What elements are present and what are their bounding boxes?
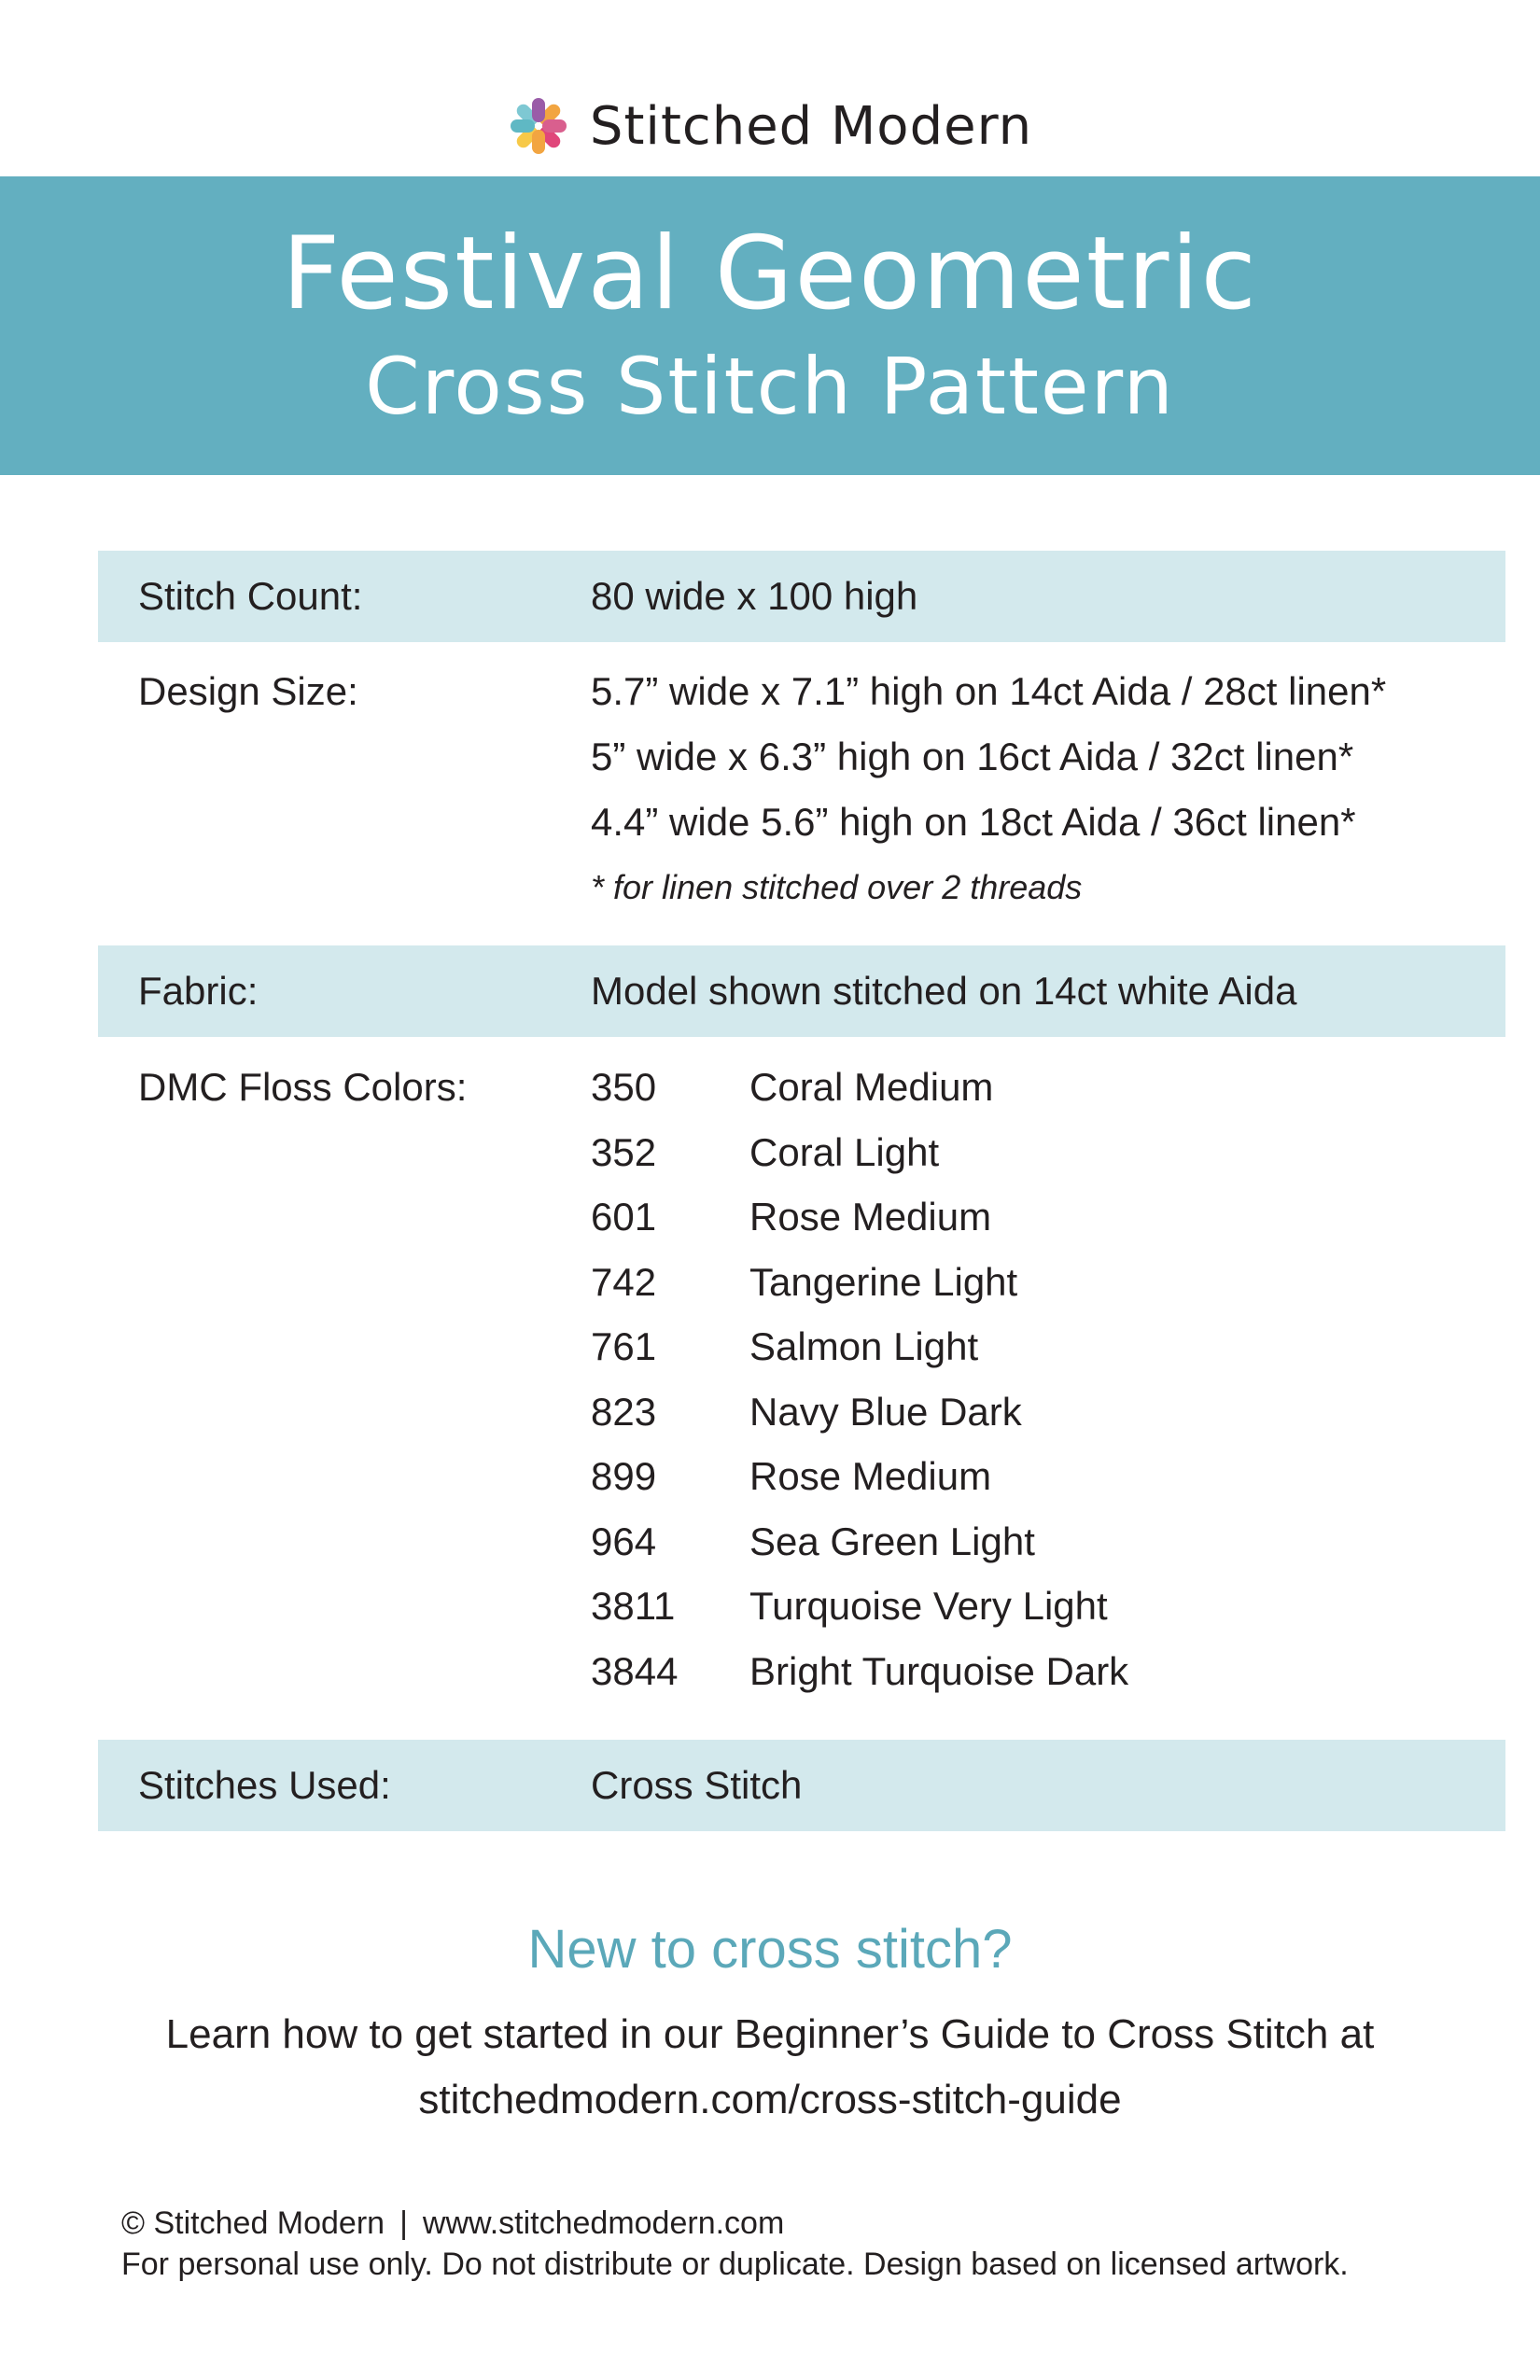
floss-number: 350 xyxy=(591,1065,657,1109)
floss-name: Bright Turquoise Dark xyxy=(749,1648,1129,1693)
stitch-count-value: 80 wide x 100 high xyxy=(591,574,918,618)
floss-color-list xyxy=(591,1055,1128,1703)
floss-name: Rose Medium xyxy=(749,1454,992,1498)
fabric-label: Fabric: xyxy=(138,969,259,1013)
floss-number: 601 xyxy=(591,1195,657,1239)
guide-link[interactable]: stitchedmodern.com/cross-stitch-guide xyxy=(418,2077,1122,2122)
newcomer-line: Learn how to get started in our Beginner’s Guide to Cross Stitch at xyxy=(165,2011,1375,2057)
floss-colors-label: DMC Floss Colors: xyxy=(138,1065,468,1109)
floss-colors-row xyxy=(98,1055,1505,1708)
floss-color-item xyxy=(591,1314,1128,1379)
fabric-value: Model shown stitched on 14ct white Aida xyxy=(591,969,1297,1013)
pattern-subtitle: Cross Stitch Pattern xyxy=(365,341,1175,432)
design-size-line: 5.7” wide x 7.1” high on 14ct Aida / 28ct linen* xyxy=(591,669,1387,713)
floss-number: 823 xyxy=(591,1389,657,1434)
copyright-text: © Stitched Modern xyxy=(121,2205,385,2241)
floss-number: 742 xyxy=(591,1259,657,1304)
design-size-values xyxy=(591,659,1386,920)
fabric-row xyxy=(98,945,1505,1037)
floss-name: Tangerine Light xyxy=(749,1259,1018,1304)
newcomer-text xyxy=(0,2002,1540,2133)
floss-color-item xyxy=(591,1055,1128,1120)
design-size-line: 5” wide x 6.3” high on 16ct Aida / 32ct linen* xyxy=(591,735,1354,778)
design-size-row xyxy=(98,659,1505,920)
floss-name: Turquoise Very Light xyxy=(749,1584,1108,1628)
floss-color-item xyxy=(591,1444,1128,1509)
floss-color-item xyxy=(591,1379,1128,1445)
floss-number: 964 xyxy=(591,1519,657,1563)
floss-number: 761 xyxy=(591,1324,657,1368)
usage-notice: For personal use only. Do not distribute or duplicate. Design based on licensed artwork. xyxy=(121,2247,1349,2282)
design-size-line: 4.4” wide 5.6” high on 18ct Aida / 36ct linen* xyxy=(591,800,1356,844)
floss-name: Rose Medium xyxy=(749,1195,992,1239)
floss-number: 352 xyxy=(591,1129,657,1174)
stitch-count-row xyxy=(98,551,1505,642)
floss-name: Coral Light xyxy=(749,1129,940,1174)
floss-number: 3811 xyxy=(591,1584,676,1628)
footer xyxy=(121,2203,1349,2285)
stitches-used-label: Stitches Used: xyxy=(138,1763,391,1807)
title-banner xyxy=(0,176,1540,475)
design-size-label: Design Size: xyxy=(138,669,358,713)
floss-color-item xyxy=(591,1250,1128,1315)
linen-note: * for linen stitched over 2 threads xyxy=(591,868,1083,906)
website-link[interactable]: www.stitchedmodern.com xyxy=(422,2205,785,2241)
floss-name: Salmon Light xyxy=(749,1324,979,1368)
floss-number: 3844 xyxy=(591,1648,679,1693)
footer-separator: | xyxy=(399,2205,408,2241)
floss-name: Sea Green Light xyxy=(749,1519,1035,1563)
flower-cross-logo-icon xyxy=(508,95,569,157)
footer-line xyxy=(121,2203,1349,2244)
stitches-used-row xyxy=(98,1740,1505,1831)
stitches-used-value: Cross Stitch xyxy=(591,1763,803,1807)
floss-color-item xyxy=(591,1639,1128,1704)
brand-header xyxy=(0,89,1540,163)
floss-color-item xyxy=(591,1574,1128,1639)
brand-name: Stitched Modern xyxy=(589,95,1033,157)
stitch-count-label: Stitch Count: xyxy=(138,574,363,618)
floss-name: Coral Medium xyxy=(749,1065,994,1109)
floss-color-item xyxy=(591,1120,1128,1185)
newcomer-heading: New to cross stitch? xyxy=(527,1919,1013,1980)
floss-color-item xyxy=(591,1509,1128,1575)
pattern-title: Festival Geometric xyxy=(282,216,1258,332)
floss-color-item xyxy=(591,1184,1128,1250)
floss-number: 899 xyxy=(591,1454,657,1498)
floss-name: Navy Blue Dark xyxy=(749,1389,1022,1434)
